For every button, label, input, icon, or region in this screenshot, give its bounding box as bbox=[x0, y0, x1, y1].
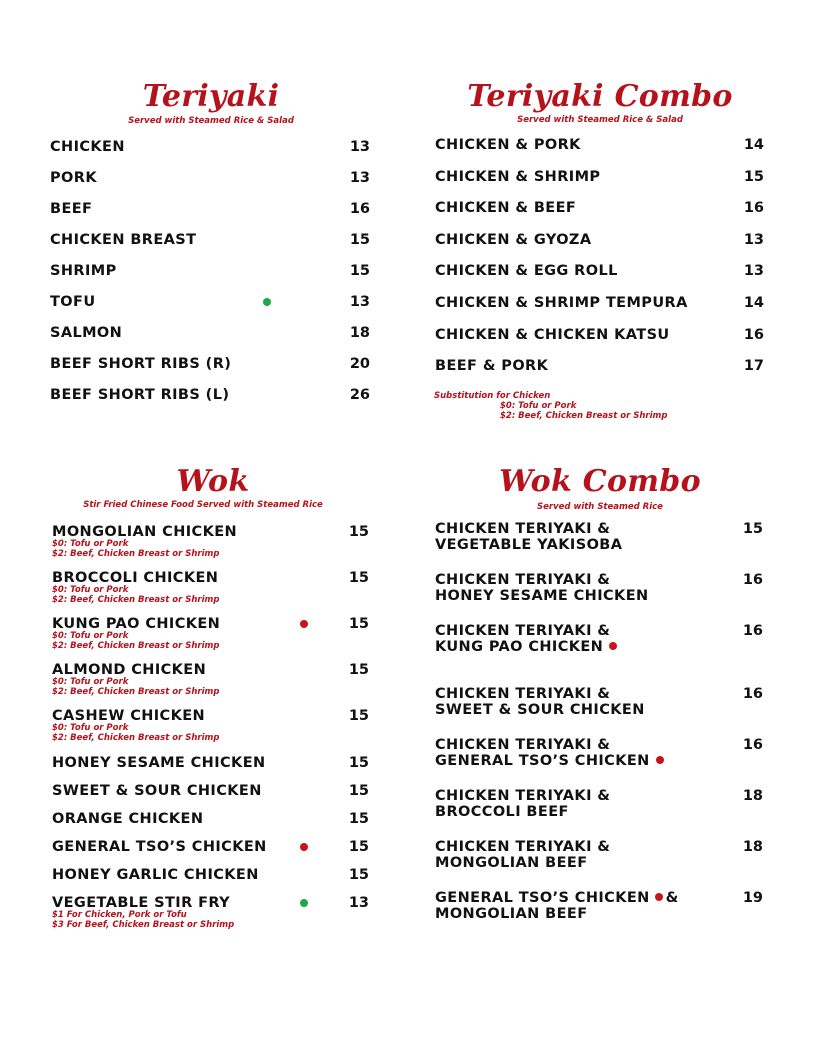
spicy-marker-icon bbox=[609, 642, 617, 650]
item-price: 16 bbox=[349, 201, 370, 217]
item-substitution-note: $0: Tofu or Pork bbox=[52, 677, 129, 687]
menu-item bbox=[432, 232, 768, 248]
item-price: 15 bbox=[348, 783, 369, 799]
item-price: 15 bbox=[348, 867, 369, 883]
vegetarian-marker-icon bbox=[263, 298, 271, 306]
item-price: 16 bbox=[742, 623, 763, 639]
item-name: ORANGE CHICKEN bbox=[52, 811, 204, 827]
menu-item bbox=[432, 686, 768, 720]
item-price: 15 bbox=[349, 232, 370, 248]
menu-item bbox=[432, 169, 768, 185]
item-substitution-note: $3 For Beef, Chicken Breast or Shrimp bbox=[52, 919, 235, 930]
item-name-line2: VEGETABLE YAKISOBA bbox=[435, 537, 623, 553]
menu-item bbox=[432, 327, 768, 343]
item-price: 15 bbox=[348, 616, 369, 632]
menu-item bbox=[48, 232, 374, 248]
menu-item bbox=[48, 294, 374, 310]
item-price: 17 bbox=[743, 358, 764, 374]
menu-item bbox=[52, 616, 374, 656]
item-name: TOFU bbox=[50, 294, 96, 310]
item-substitution-note: $2: Beef, Chicken Breast or Shrimp bbox=[52, 548, 220, 559]
spicy-marker-icon bbox=[300, 620, 308, 628]
item-price: 19 bbox=[742, 890, 763, 906]
item-name: KUNG PAO CHICKEN bbox=[52, 616, 221, 632]
item-price: 18 bbox=[742, 839, 763, 855]
item-substitution-note: $0: Tofu or Pork bbox=[52, 723, 129, 733]
item-price: 14 bbox=[743, 137, 764, 153]
item-price: 14 bbox=[743, 295, 764, 311]
item-price: 15 bbox=[349, 263, 370, 279]
menu-item bbox=[432, 137, 768, 153]
item-name-line2: MONGOLIAN BEEF bbox=[435, 906, 588, 922]
item-price: 15 bbox=[742, 521, 763, 537]
substitution-line2: $2: Beef, Chicken Breast or Shrimp bbox=[500, 411, 668, 421]
item-name-line1: GENERAL TSO’S CHICKEN & bbox=[435, 890, 679, 906]
item-price: 13 bbox=[349, 170, 370, 186]
menu-item bbox=[52, 708, 374, 748]
menu-item bbox=[432, 839, 768, 873]
item-name: PORK bbox=[50, 170, 97, 186]
menu-item bbox=[48, 139, 374, 155]
item-price: 16 bbox=[743, 200, 764, 216]
item-substitution-note: $0: Tofu or Pork bbox=[52, 539, 129, 549]
item-name-line2: HONEY SESAME CHICKEN bbox=[435, 588, 649, 604]
menu-item bbox=[432, 358, 768, 374]
spicy-marker-icon bbox=[656, 756, 664, 764]
item-price: 15 bbox=[348, 708, 369, 724]
item-price: 13 bbox=[349, 294, 370, 310]
item-price: 16 bbox=[742, 572, 763, 588]
teriyaki-section bbox=[48, 78, 374, 418]
item-name-line2: KUNG PAO CHICKEN bbox=[435, 639, 617, 655]
teriyaki-combo-section bbox=[432, 78, 768, 428]
item-price: 15 bbox=[348, 570, 369, 586]
item-name: CHICKEN & PORK bbox=[435, 137, 581, 153]
item-name: CHICKEN & GYOZA bbox=[435, 232, 592, 248]
item-name: SHRIMP bbox=[50, 263, 117, 279]
item-name: CHICKEN BREAST bbox=[50, 232, 197, 248]
item-name: BEEF & PORK bbox=[435, 358, 549, 374]
item-name-line1: CHICKEN TERIYAKI & bbox=[435, 572, 611, 588]
item-price: 15 bbox=[348, 662, 369, 678]
item-name: HONEY GARLIC CHICKEN bbox=[52, 867, 259, 883]
item-name-line1: CHICKEN TERIYAKI & bbox=[435, 623, 611, 639]
item-price: 18 bbox=[742, 788, 763, 804]
menu-item bbox=[432, 890, 768, 924]
item-name: BEEF bbox=[50, 201, 93, 217]
item-price: 20 bbox=[349, 356, 370, 372]
item-name: GENERAL TSO’S CHICKEN bbox=[52, 839, 267, 855]
item-name: BEEF SHORT RIBS (L) bbox=[50, 387, 230, 403]
ampersand: & bbox=[665, 890, 679, 906]
item-name-line2: GENERAL TSO’S CHICKEN bbox=[435, 753, 664, 769]
item-name: CHICKEN bbox=[50, 139, 125, 155]
item-name: VEGETABLE STIR FRY bbox=[52, 895, 231, 911]
menu-item bbox=[432, 737, 768, 771]
wok-subtitle: Stir Fried Chinese Food Served with Steamed Rice bbox=[83, 500, 323, 510]
item-price: 15 bbox=[348, 811, 369, 827]
item-substitution-note: $2: Beef, Chicken Breast or Shrimp bbox=[52, 686, 220, 697]
item-substitution-note: $2: Beef, Chicken Breast or Shrimp bbox=[52, 640, 220, 651]
item-name: CHICKEN & EGG ROLL bbox=[435, 263, 618, 279]
spicy-marker-icon bbox=[300, 843, 308, 851]
item-price: 15 bbox=[348, 524, 369, 540]
item-name: BEEF SHORT RIBS (R) bbox=[50, 356, 232, 372]
item-name-line2: BROCCOLI BEEF bbox=[435, 804, 569, 820]
wok-section bbox=[52, 463, 374, 943]
menu-item bbox=[48, 201, 374, 217]
item-name-line1: CHICKEN TERIYAKI & bbox=[435, 686, 611, 702]
item-name: CHICKEN & SHRIMP bbox=[435, 169, 601, 185]
item-price: 13 bbox=[743, 232, 764, 248]
item-substitution-note: $0: Tofu or Pork bbox=[52, 631, 129, 641]
teriyaki-combo-subtitle: Served with Steamed Rice & Salad bbox=[517, 115, 683, 125]
wok-title: Wok bbox=[176, 464, 250, 499]
substitution-line1: $0: Tofu or Pork bbox=[500, 401, 577, 411]
wok-combo-title: Wok Combo bbox=[499, 464, 701, 499]
item-name: SWEET & SOUR CHICKEN bbox=[52, 783, 262, 799]
item-price: 13 bbox=[743, 263, 764, 279]
item-price: 15 bbox=[348, 839, 369, 855]
item-price: 15 bbox=[348, 755, 369, 771]
item-price: 15 bbox=[743, 169, 764, 185]
item-substitution-note: $0: Tofu or Pork bbox=[52, 585, 129, 595]
item-name-line1: CHICKEN TERIYAKI & bbox=[435, 737, 611, 753]
menu-item bbox=[52, 524, 374, 564]
item-substitution-note: $2: Beef, Chicken Breast or Shrimp bbox=[52, 594, 220, 605]
wok-combo-subtitle: Served with Steamed Rice bbox=[537, 502, 663, 512]
item-substitution-note: $1 For Chicken, Pork or Tofu bbox=[52, 910, 187, 920]
menu-item bbox=[432, 623, 768, 657]
menu-item bbox=[432, 572, 768, 606]
menu-item bbox=[48, 325, 374, 341]
item-substitution-note: $2: Beef, Chicken Breast or Shrimp bbox=[52, 732, 220, 743]
item-name-line1: CHICKEN TERIYAKI & bbox=[435, 839, 611, 855]
teriyaki-title: Teriyaki bbox=[142, 79, 280, 114]
item-price: 13 bbox=[348, 895, 369, 911]
substitution-heading: Substitution for Chicken bbox=[434, 391, 551, 401]
menu-item bbox=[48, 387, 374, 403]
menu-item bbox=[432, 200, 768, 216]
item-price: 13 bbox=[349, 139, 370, 155]
menu-item bbox=[432, 788, 768, 822]
menu-item bbox=[52, 895, 374, 935]
item-price: 16 bbox=[743, 327, 764, 343]
menu-item bbox=[52, 662, 374, 702]
menu-item bbox=[432, 521, 768, 555]
menu-item bbox=[48, 170, 374, 186]
item-name: CHICKEN & CHICKEN KATSU bbox=[435, 327, 670, 343]
menu-item bbox=[52, 570, 374, 610]
item-name: MONGOLIAN CHICKEN bbox=[52, 524, 238, 540]
item-name: CASHEW CHICKEN bbox=[52, 708, 206, 724]
item-price: 26 bbox=[349, 387, 370, 403]
item-price: 16 bbox=[742, 686, 763, 702]
teriyaki-combo-title: Teriyaki Combo bbox=[467, 79, 733, 114]
menu-item bbox=[432, 263, 768, 279]
item-price: 18 bbox=[349, 325, 370, 341]
item-name: HONEY SESAME CHICKEN bbox=[52, 755, 266, 771]
menu-item bbox=[432, 295, 768, 311]
spicy-marker-icon bbox=[655, 893, 663, 901]
vegetarian-marker-icon bbox=[300, 899, 308, 907]
item-name: ALMOND CHICKEN bbox=[52, 662, 207, 678]
wok-combo-section bbox=[432, 463, 768, 933]
item-name-line1: CHICKEN TERIYAKI & bbox=[435, 521, 611, 537]
item-name: BROCCOLI CHICKEN bbox=[52, 570, 219, 586]
item-name: CHICKEN & BEEF bbox=[435, 200, 577, 216]
menu-item bbox=[48, 356, 374, 372]
item-name-line2: MONGOLIAN BEEF bbox=[435, 855, 588, 871]
item-name-line1: CHICKEN TERIYAKI & bbox=[435, 788, 611, 804]
menu-item bbox=[48, 263, 374, 279]
item-name: SALMON bbox=[50, 325, 123, 341]
teriyaki-subtitle: Served with Steamed Rice & Salad bbox=[128, 116, 294, 126]
item-name-line2: SWEET & SOUR CHICKEN bbox=[435, 702, 645, 718]
item-name: CHICKEN & SHRIMP TEMPURA bbox=[435, 295, 688, 311]
item-price: 16 bbox=[742, 737, 763, 753]
